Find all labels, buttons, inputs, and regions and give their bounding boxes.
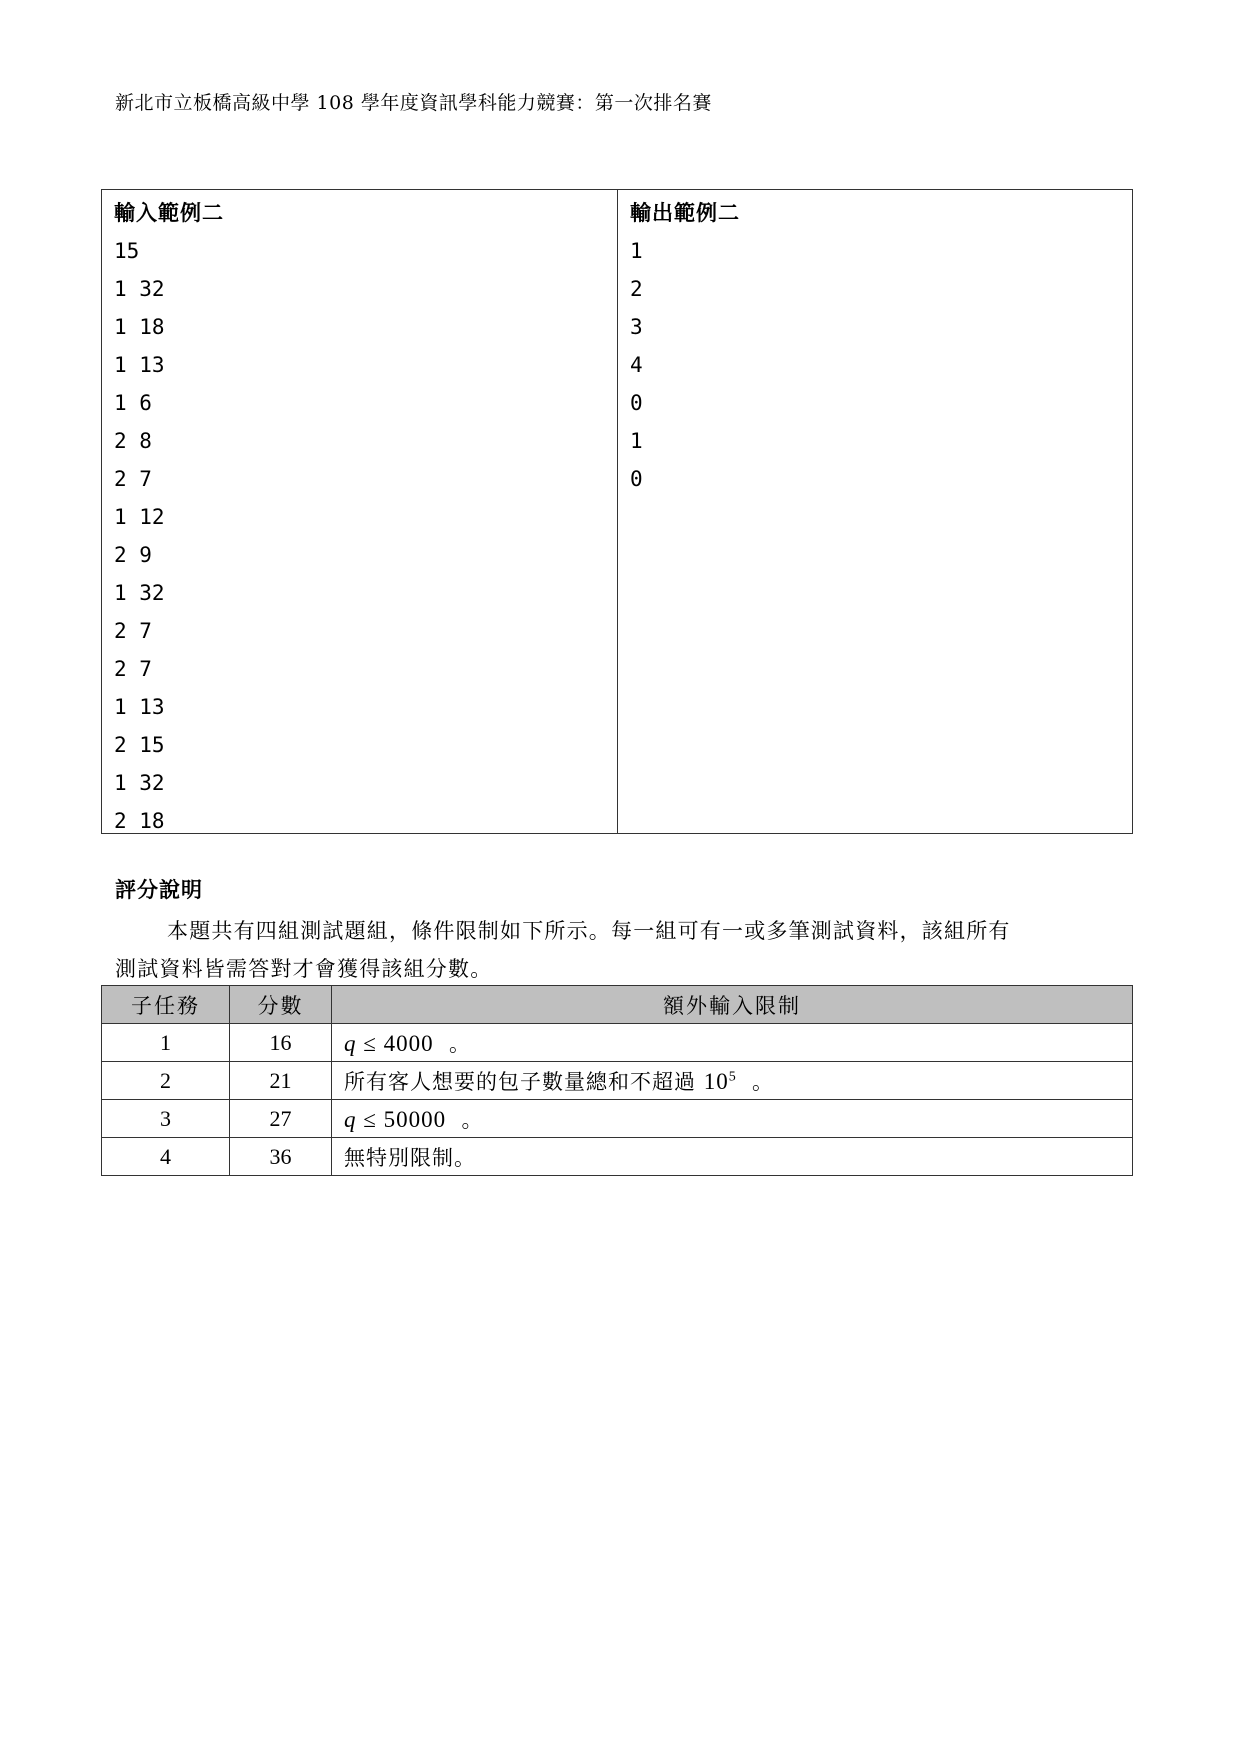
sample-output-line: 1	[630, 239, 643, 263]
subtask-table-header	[102, 986, 1133, 1024]
op-le: ≤	[356, 1106, 384, 1132]
column-header-subtask: 子任務	[102, 986, 230, 1024]
scoring-description-line-1: 本題共有四組測試題組，條件限制如下所示。每一組可有一或多筆測試資料，該組所有	[167, 919, 1011, 943]
sample-input-lines	[114, 232, 617, 840]
sample-input-line: 2 8	[114, 429, 152, 453]
subtask-score: 16	[230, 1024, 332, 1062]
subtask-score: 36	[230, 1138, 332, 1176]
scoring-description-line-2: 測試資料皆需答對才會獲得該組分數。	[115, 957, 493, 981]
sample-input-line: 2 15	[114, 733, 165, 757]
var-q: q	[344, 1030, 357, 1056]
subtask-score: 21	[230, 1062, 332, 1100]
column-header-score: 分數	[230, 986, 332, 1024]
sample-output-lines	[630, 232, 1132, 498]
subtask-score: 27	[230, 1100, 332, 1138]
limit-value: 4000	[383, 1030, 434, 1056]
column-header-constraint: 額外輸入限制	[332, 986, 1133, 1024]
sample-io-table	[101, 189, 1133, 834]
subtask-number: 3	[102, 1100, 230, 1138]
sample-input-line: 2 7	[114, 657, 152, 681]
subtask-number: 2	[102, 1062, 230, 1100]
sample-input-line: 2 7	[114, 467, 152, 491]
sample-output-line: 3	[630, 315, 643, 339]
tail-period: 。	[736, 1069, 775, 1094]
sample-output-column	[618, 190, 1132, 833]
sample-output-line: 2	[630, 277, 643, 301]
power-exponent: 5	[728, 1068, 737, 1084]
subtask-table	[101, 985, 1133, 1176]
sample-output-line: 4	[630, 353, 643, 377]
table-row	[102, 1138, 1133, 1176]
sample-input-line: 1 32	[114, 277, 165, 301]
subtask-constraint: 無特別限制。	[332, 1138, 1133, 1176]
table-row	[102, 1100, 1133, 1138]
sample-input-line: 2 18	[114, 809, 165, 833]
sample-input-line: 2 7	[114, 619, 152, 643]
var-q: q	[344, 1106, 357, 1132]
sample-input-line: 1 13	[114, 695, 165, 719]
sample-input-column	[102, 190, 618, 833]
sample-input-line: 1 12	[114, 505, 165, 529]
sample-input-line: 1 32	[114, 771, 165, 795]
power-base: 10	[703, 1068, 729, 1094]
table-row	[102, 1062, 1133, 1100]
sample-output-line: 0	[630, 467, 643, 491]
scoring-title: 評分說明	[115, 878, 203, 902]
subtask-number: 1	[102, 1024, 230, 1062]
subtask-constraint	[332, 1062, 1133, 1100]
subtask-number: 4	[102, 1138, 230, 1176]
page-header: 新北市立板橋高級中學 108 學年度資訊學科能力競賽：第一次排名賽	[115, 92, 712, 114]
sample-output-line: 0	[630, 391, 643, 415]
tail-period: 。	[433, 1031, 471, 1056]
sample-input-line: 15	[114, 239, 140, 263]
sample-input-line: 1 18	[114, 315, 165, 339]
limit-value: 50000	[383, 1106, 447, 1132]
sample-input-line: 2 9	[114, 543, 152, 567]
op-le: ≤	[356, 1030, 384, 1056]
sample-input-line: 1 13	[114, 353, 165, 377]
sample-output-line: 1	[630, 429, 643, 453]
sample-output-title: 輸出範例二	[630, 201, 740, 225]
constraint-text: 所有客人想要的包子數量總和不超過	[344, 1069, 704, 1094]
scoring-description	[115, 912, 1135, 988]
sample-input-line: 1 6	[114, 391, 152, 415]
subtask-constraint	[332, 1100, 1133, 1138]
sample-input-line: 1 32	[114, 581, 165, 605]
table-row	[102, 1024, 1133, 1062]
tail-period: 。	[446, 1107, 484, 1132]
sample-input-title: 輸入範例二	[114, 201, 224, 225]
subtask-constraint	[332, 1024, 1133, 1062]
